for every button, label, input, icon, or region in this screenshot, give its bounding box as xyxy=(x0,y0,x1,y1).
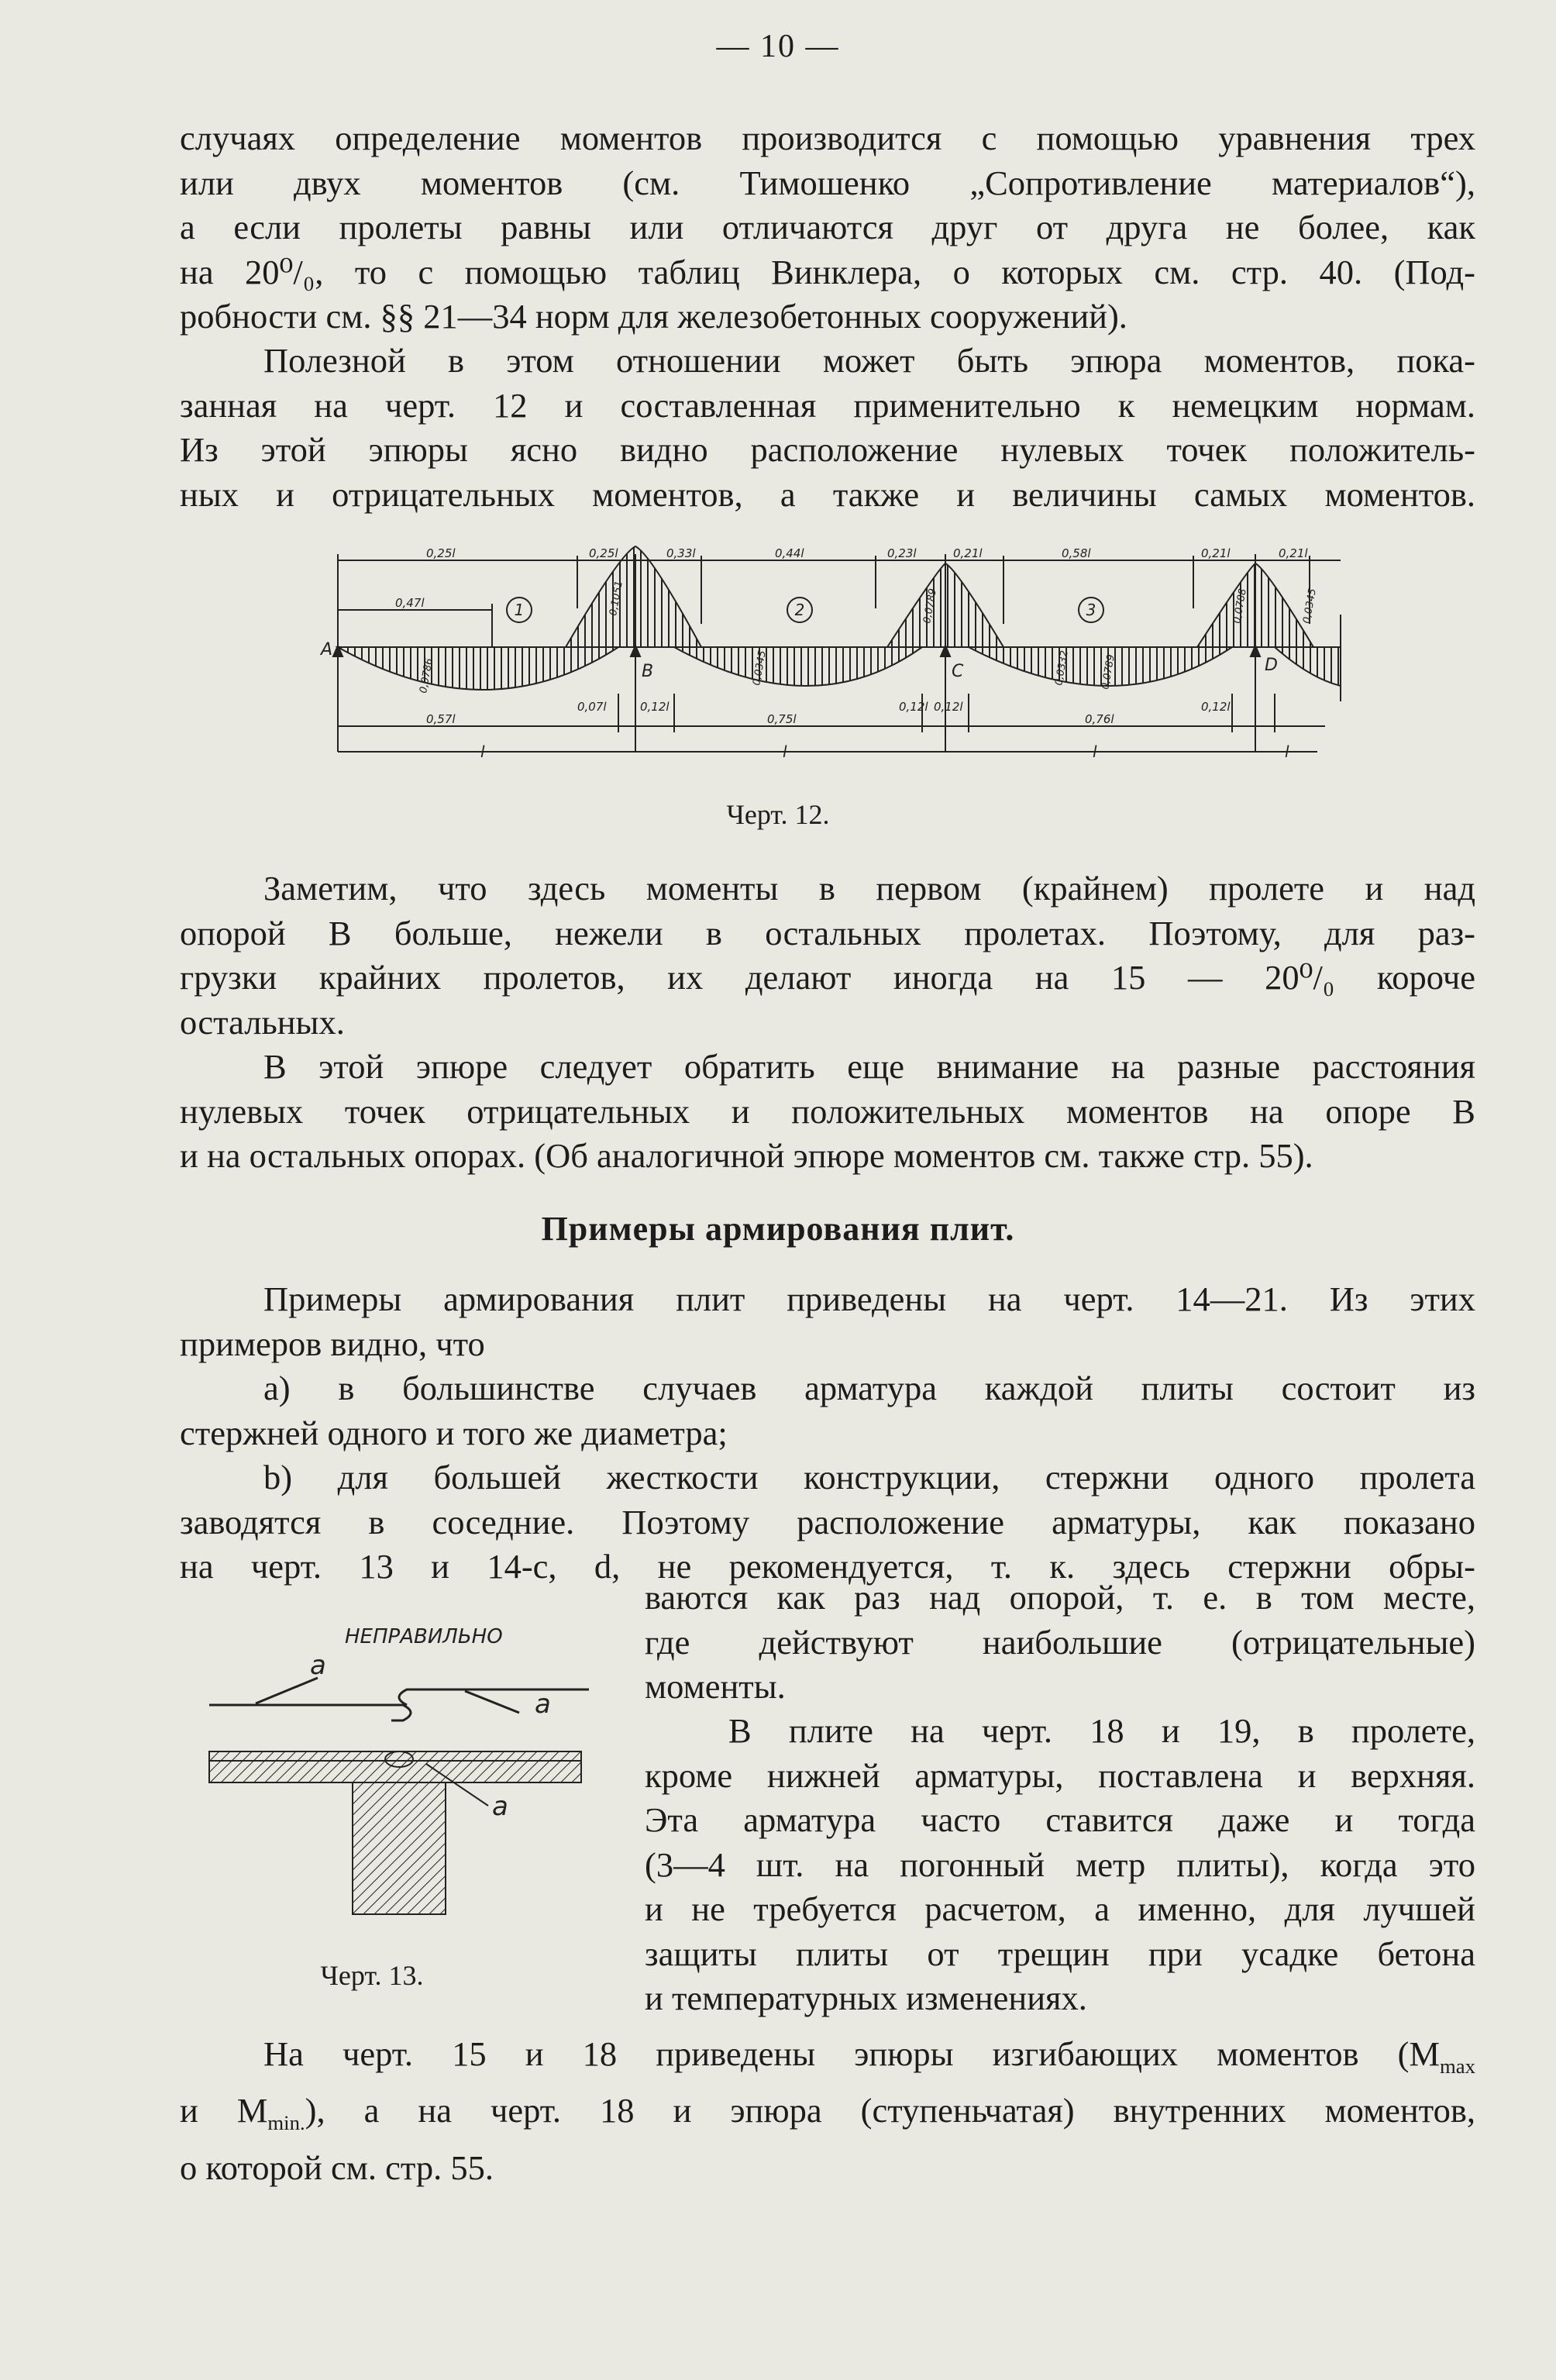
span-length-label: l xyxy=(1093,742,1097,761)
text-line: стержней одного и того же диаметра; xyxy=(180,1413,728,1452)
moment-label: 0,1051 xyxy=(608,580,625,617)
text-line: Полезной в этом отношении может быть эпюра моментов, пока- xyxy=(263,341,1475,380)
paragraph-2 xyxy=(180,339,1475,517)
subscript-max: max xyxy=(1440,2054,1475,2078)
text-line: кроме нижней арматуры, поставлена и верхняя. xyxy=(645,1755,1475,1795)
moment-label: 0,0786 xyxy=(418,657,435,694)
text-line: или двух моментов (см. Тимошенко „Сопротивление материалов“), xyxy=(180,163,1475,202)
wrapped-text-1 xyxy=(645,1576,1475,1710)
text-line: случаях определение моментов производится с помощью уравнения трех xyxy=(180,119,1475,157)
text-line: опорой В больше, нежели в остальных пролетах. Поэтому, для раз- xyxy=(180,913,1475,952)
paragraph-3 xyxy=(180,866,1475,1045)
text-line: Заметим, что здесь моменты в первом (крайнем) пролете и над xyxy=(263,869,1475,908)
dim-label: 0,21l xyxy=(953,546,983,560)
text-line xyxy=(180,2089,1475,2145)
text-line: В этой эпюре следует обратить еще внимание на разные расстояния xyxy=(263,1047,1475,1086)
moment-area-end xyxy=(1275,647,1341,686)
figure-12-moment-diagram xyxy=(310,539,1356,794)
span-number: 1 xyxy=(514,601,525,619)
dim-label: 0,76l xyxy=(1085,712,1114,726)
dim-label: 0,25l xyxy=(426,546,456,560)
text-line: и температурных изменениях. xyxy=(645,1979,1087,2017)
dim-label: 0,23l xyxy=(887,546,917,560)
paragraph-4 xyxy=(180,1045,1475,1179)
dim-label: 0,21l xyxy=(1201,546,1231,560)
text-line: и на остальных опорах. (Об аналогичной эпюре моментов см. также стр. 55). xyxy=(180,1136,1313,1175)
span-length-label: l xyxy=(783,742,787,761)
figure-12-caption: Черт. 12. xyxy=(726,799,830,830)
moment-area-support-B xyxy=(566,546,701,647)
paragraph-5 xyxy=(180,1277,1475,1590)
text-line: о которой см. стр. 55. xyxy=(180,2148,494,2187)
moment-label: 0,0345 xyxy=(1301,587,1319,625)
list-item-a: а) в большинстве случаев арматура каждой плиты состоит из xyxy=(263,1369,1475,1407)
dim-label: 0,12l xyxy=(640,700,670,714)
dim-label: 0,25l xyxy=(589,546,618,560)
text-line: примеров видно, что xyxy=(180,1324,485,1363)
dim-label: 0,57l xyxy=(426,712,456,726)
page-number: — 10 — xyxy=(716,29,840,64)
text-line: занная на черт. 12 и составленная применительно к немецким нормам. xyxy=(180,385,1475,425)
moment-label: 0,0345 xyxy=(751,649,769,687)
moment-label: 0,0332 xyxy=(1053,649,1071,687)
text-line: Из этой эпюры ясно видно расположение нулевых точек положитель- xyxy=(180,430,1475,469)
span-number: 3 xyxy=(1086,601,1096,619)
support-label: B xyxy=(642,662,654,681)
support-label: D xyxy=(1265,656,1278,675)
dim-label: 0,75l xyxy=(767,712,797,726)
text-line: Эта арматура часто ставится даже и тогда xyxy=(645,1800,1475,1839)
subscript-min: min. xyxy=(267,2111,305,2135)
moment-area-span-3 xyxy=(969,647,1232,686)
moment-label: 0,0789 xyxy=(1100,653,1117,691)
text-line: защиты плиты от трещин при усадке бетона xyxy=(645,1934,1475,1973)
dim-label: 0,12l xyxy=(934,700,963,714)
moment-area-support-C xyxy=(887,563,1003,647)
moment-label: 0,0789 xyxy=(921,587,939,625)
text-line: заводятся в соседние. Поэтому расположение арматуры, как показано xyxy=(180,1502,1475,1541)
section-title: Примеры армирования плит. xyxy=(541,1210,1015,1248)
dim-label: 0,21l xyxy=(1279,546,1308,560)
list-item-b: b) для большей жесткости конструкции, стержни одного пролета xyxy=(263,1458,1475,1497)
dim-label: 0,33l xyxy=(666,546,696,560)
text-fragment: ), а на черт. 18 и эпюра (ступеньчатая) внутренних моментов, xyxy=(305,2091,1475,2130)
moment-area-span-1 xyxy=(338,647,618,690)
dim-label: 0,12l xyxy=(899,700,928,714)
dim-label: 0,44l xyxy=(775,546,804,560)
support-label: C xyxy=(952,662,964,681)
text-line: а если пролеты равны или отличаются друг от друга не более, как xyxy=(180,208,1475,246)
span-number: 2 xyxy=(794,601,805,619)
text-line: Примеры армирования плит приведены на черт. 14—21. Из этих xyxy=(263,1280,1475,1318)
span-length-label: l xyxy=(1285,742,1289,761)
dim-label: 0,07l xyxy=(577,700,607,714)
support-label: A xyxy=(321,640,333,660)
dim-label: 0,47l xyxy=(395,596,425,610)
text-line xyxy=(180,2032,1475,2089)
paragraph-6 xyxy=(180,2032,1475,2190)
text-line: В плите на черт. 18 и 19, в пролете, xyxy=(728,1711,1475,1750)
bar-letter: a xyxy=(310,1650,326,1681)
moment-area-support-D xyxy=(1197,563,1313,647)
text-line: робности см. §§ 21—34 норм для железобетонных сооружений). xyxy=(180,297,1127,336)
figure-13-caption: Черт. 13. xyxy=(320,1960,424,1991)
text-line: ваются как раз над опорой, т. е. в том месте, xyxy=(645,1578,1475,1617)
text-line: где действуют наибольшие (отрицательные) xyxy=(645,1622,1475,1662)
text-line: моменты. xyxy=(645,1667,786,1706)
text-line: на 20⁰/₀, то с помощью таблиц Винклера, о которых см. стр. 40. (Под- xyxy=(180,252,1475,291)
dim-label: 0,12l xyxy=(1201,700,1231,714)
text-line: на черт. 13 и 14-с, d, не рекомендуется, т. к. здесь стержни обры- xyxy=(180,1547,1475,1586)
text-line: и не требуется расчетом, а именно, для лучшей xyxy=(645,1889,1475,1928)
bar-letter: a xyxy=(492,1791,508,1822)
dim-label: 0,58l xyxy=(1062,546,1091,560)
text-line: (3—4 шт. на погонный метр плиты), когда это xyxy=(645,1844,1475,1884)
paragraph-1 xyxy=(180,116,1475,339)
wrapped-text-2 xyxy=(645,1709,1475,2021)
text-line: остальных. xyxy=(180,1002,345,1042)
span-length-label: l xyxy=(480,742,485,761)
text-line: грузки крайних пролетов, их делают иногда на 15 — 20⁰/₀ короче xyxy=(180,958,1475,997)
moment-area-span-2 xyxy=(674,647,922,686)
text-line: нулевых точек отрицательных и положительных моментов на опоре В xyxy=(180,1091,1475,1131)
text-fragment: и M xyxy=(180,2091,268,2130)
figure-13-label: НЕПРАВИЛЬНО xyxy=(345,1625,503,1648)
moment-label: 0,0788 xyxy=(1231,587,1249,625)
figure-13-slab-detail xyxy=(194,1612,628,1937)
bar-letter: a xyxy=(535,1689,551,1720)
text-line: ных и отрицательных моментов, а также и величины самых моментов. xyxy=(180,474,1475,514)
text-fragment: На черт. 15 и 18 приведены эпюры изгибающих моментов (M xyxy=(263,2034,1441,2073)
